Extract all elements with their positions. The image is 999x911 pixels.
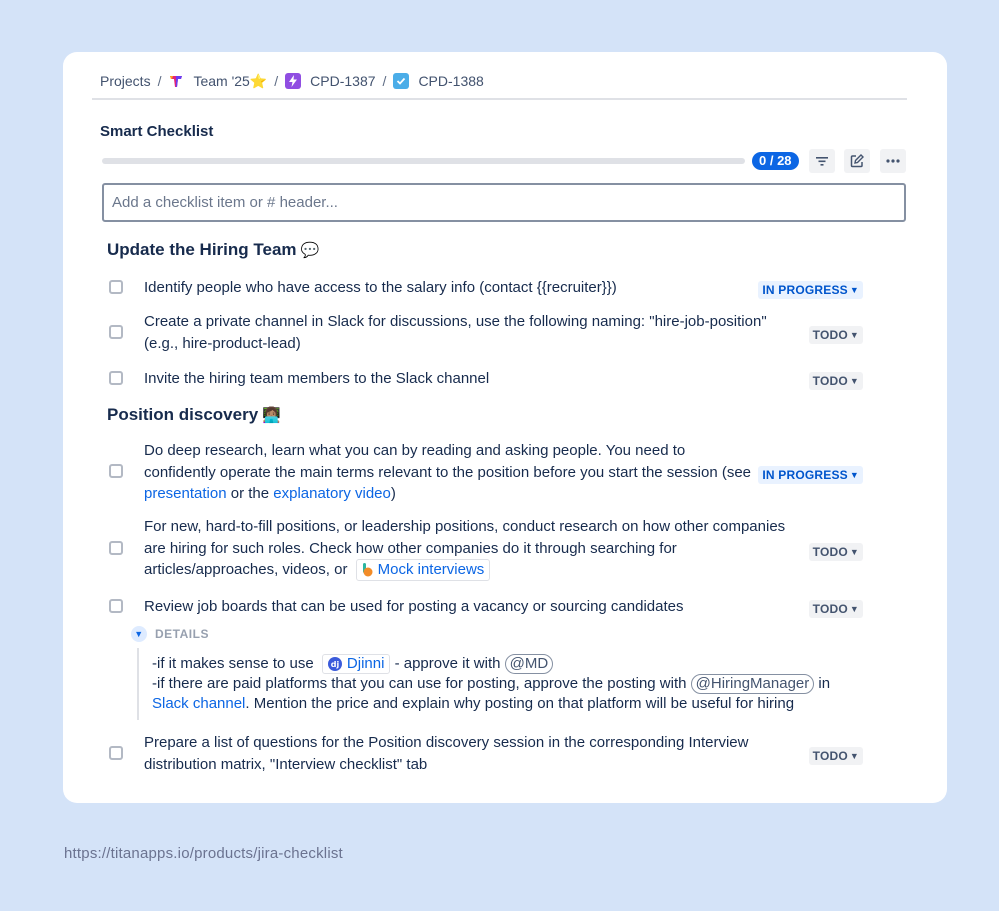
chevron-down-icon: ▼ <box>131 626 147 642</box>
item-checkbox[interactable] <box>109 464 123 478</box>
djinni-icon <box>328 657 342 671</box>
chevron-down-icon: ▼ <box>849 604 859 614</box>
chevron-down-icon: ▼ <box>849 376 859 386</box>
checklist-item <box>107 732 863 776</box>
smartlink-label: Djinni <box>346 655 385 673</box>
slack-channel-link[interactable]: Slack channel <box>152 695 246 713</box>
details-line-3 <box>152 694 877 714</box>
checklist-item <box>107 368 863 390</box>
checklist-item <box>107 277 863 299</box>
add-checklist-item-input[interactable] <box>102 183 906 222</box>
section-header-text: Position discovery <box>107 405 259 424</box>
item-checkbox[interactable] <box>109 541 123 555</box>
breadcrumb-separator: / <box>157 73 162 89</box>
status-label: TODO <box>812 602 848 616</box>
breadcrumb-divider <box>92 98 907 100</box>
details-text: in <box>814 675 831 693</box>
status-dropdown[interactable] <box>758 466 863 484</box>
breadcrumb-label: Projects <box>100 73 151 89</box>
item-text-part: Do deep research, learn what you can by reading and asking people. You need to confidently operate the main terms relevant to the position before you start the session (see <box>144 442 752 481</box>
status-label: TODO <box>812 749 848 763</box>
checklist-item <box>107 516 863 582</box>
item-checkbox[interactable] <box>109 599 123 613</box>
team-logo-icon <box>168 73 184 89</box>
mention-hiring-manager[interactable]: @HiringManager <box>691 674 815 694</box>
mention-md[interactable]: @MD <box>505 654 554 674</box>
breadcrumb-task[interactable] <box>393 73 483 89</box>
edit-button[interactable] <box>844 149 870 173</box>
section-header-text: Update the Hiring Team <box>107 240 297 259</box>
item-text <box>144 440 759 505</box>
speech-bubble-icon: 💬 <box>300 242 320 259</box>
more-options-button[interactable] <box>880 149 906 173</box>
breadcrumb-separator: / <box>274 73 279 89</box>
item-text-part: ) <box>390 485 396 502</box>
status-dropdown[interactable] <box>809 747 863 765</box>
task-checkbox-icon <box>393 73 409 89</box>
item-text <box>144 516 794 581</box>
item-text: Review job boards that can be used for posting a vacancy or sourcing candidates <box>144 598 684 615</box>
section-header-update-hiring-team <box>107 240 319 260</box>
status-dropdown[interactable] <box>809 543 863 561</box>
status-dropdown[interactable] <box>809 326 863 344</box>
presentation-link[interactable]: presentation <box>144 485 227 502</box>
item-checkbox[interactable] <box>109 325 123 339</box>
djinni-smartlink[interactable] <box>322 654 391 674</box>
smartlink-label: Mock interviews <box>377 561 485 579</box>
details-text: - approve it with <box>390 655 505 672</box>
checklist-card <box>63 52 947 803</box>
breadcrumb <box>100 72 484 90</box>
details-text: -if it makes sense to use <box>152 655 314 672</box>
checklist-title: Smart Checklist <box>100 123 214 140</box>
progress-count-badge: 0 / 28 <box>752 152 799 170</box>
epic-icon <box>285 73 301 89</box>
edit-icon <box>849 153 865 169</box>
more-icon <box>886 159 900 163</box>
status-label: IN PROGRESS <box>762 468 848 482</box>
item-text-part: For new, hard-to-fill positions, or leadership positions, conduct research on how other companies are hiring for such roles. Check how other companies do it through searching for articles/approaches, videos, or <box>144 518 786 578</box>
explanatory-video-link[interactable]: explanatory video <box>273 485 391 502</box>
mock-interviews-icon <box>362 563 373 577</box>
status-dropdown[interactable] <box>809 372 863 390</box>
details-line-1 <box>152 654 877 674</box>
item-text: Identify people who have access to the salary info (contact {{recruiter}}) <box>144 279 617 296</box>
item-text-part: or the <box>226 485 274 502</box>
details-line-2 <box>152 674 877 694</box>
progress-bar <box>102 158 745 164</box>
details-body <box>137 648 877 720</box>
details-label: DETAILS <box>155 627 209 641</box>
mock-interviews-smartlink[interactable] <box>356 559 491 581</box>
details-toggle[interactable] <box>131 626 209 642</box>
filter-icon <box>815 155 829 167</box>
chevron-down-icon: ▼ <box>849 330 859 340</box>
filter-button[interactable] <box>809 149 835 173</box>
status-label: TODO <box>812 328 848 342</box>
item-checkbox[interactable] <box>109 371 123 385</box>
footer-url: https://titanapps.io/products/jira-checklist <box>64 845 343 862</box>
status-label: IN PROGRESS <box>762 283 848 297</box>
breadcrumb-label: CPD-1387 <box>310 73 376 89</box>
item-text: Invite the hiring team members to the Slack channel <box>144 370 490 387</box>
breadcrumb-team[interactable] <box>168 73 267 90</box>
section-header-position-discovery <box>107 405 281 425</box>
breadcrumb-label: Team '25⭐ <box>193 72 268 89</box>
breadcrumb-projects[interactable] <box>100 73 151 89</box>
checklist-item <box>107 311 863 355</box>
breadcrumb-separator: / <box>382 73 387 89</box>
breadcrumb-epic[interactable] <box>285 73 375 89</box>
details-text: . Mention the price and explain why posting on that platform will be useful for hiring <box>245 695 795 713</box>
status-label: TODO <box>812 374 848 388</box>
status-label: TODO <box>812 545 848 559</box>
checklist-item <box>107 596 863 618</box>
item-checkbox[interactable] <box>109 746 123 760</box>
chevron-down-icon: ▼ <box>849 470 859 480</box>
status-dropdown[interactable] <box>809 600 863 618</box>
status-dropdown[interactable] <box>758 281 863 299</box>
chevron-down-icon: ▼ <box>849 285 859 295</box>
progress-row <box>102 149 908 173</box>
chevron-down-icon: ▼ <box>849 547 859 557</box>
technologist-emoji-icon: 👩🏽‍💻 <box>262 407 281 424</box>
item-text: Prepare a list of questions for the Position discovery session in the corresponding Interview distribution matrix, "Interview checklist" tab <box>144 734 749 773</box>
svg-text:dj: dj <box>330 660 340 670</box>
item-text: Create a private channel in Slack for discussions, use the following naming: "hire-job-position" (e.g., hire-product-lead) <box>144 313 767 352</box>
breadcrumb-label: CPD-1388 <box>418 73 484 89</box>
details-text: -if there are paid platforms that you can use for posting, approve the posting with <box>152 675 691 693</box>
chevron-down-icon: ▼ <box>849 751 859 761</box>
checklist-item <box>107 440 863 506</box>
item-checkbox[interactable] <box>109 280 123 294</box>
